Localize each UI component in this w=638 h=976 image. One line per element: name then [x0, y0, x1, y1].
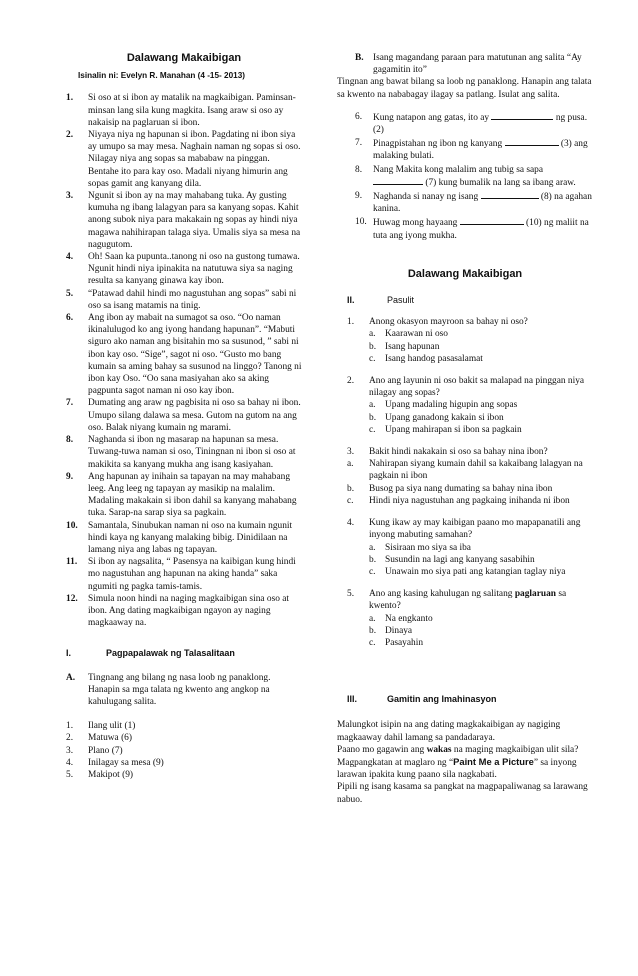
paragraph-text: Dumating ang araw ng pagbisita ni oso sa bahay ni ibon. Umupo silang dalawa sa mesa. Gutom na gutom na ang oso. Balak niyang kumain ng marami. [88, 398, 301, 433]
part-b-instructions: Tingnan ang bawat bilang sa loob ng panaklong. Hanapin ang talata sa kwento na nababagay ilagay sa patlang. Isulat ang salita. [337, 77, 592, 100]
quiz-questions [337, 316, 593, 436]
question-body: Anong okasyon mayroon sa bahay ni oso? [369, 317, 528, 328]
fill-in-sentence [337, 164, 593, 189]
option-text: Upang madaling higupin ang sopas [385, 400, 518, 411]
part-b-heading: B. Isang magandang paraan para matutunan ang salita “Ay gagamitin ito” [355, 53, 582, 76]
answer-option [347, 341, 593, 353]
quiz-question-3: 3. Bakit hindi nakakain si oso sa bahay nina ibon? a. Nahirapan siyang kumain dahil sa kakaibang lalagyan na pagkain ni ibon b. Busog pa siya nang dumating sa bahay nina ibon c. Hindi niya nagustuhan ang pagkaing inihanda ni ibon [337, 446, 593, 507]
item-text: Matuwa (6) [88, 733, 132, 744]
sentence-text: Pinagpistahan ng ibon ng kanyang (3) ang malaking bulati. [373, 139, 588, 162]
option-text: Upang ganadong kakain si ibon [385, 412, 504, 423]
paragraph-text: Ngunit si ibon ay na may mahabang tuka. Ay gusting kumuha ng ibang lalagyan para sa kanyang sopas. Kahit anong subok niya para makakain ng sopas ay hindi niya magawa nahihirapan talaga siya. Umalis siya sa mesa na nagugutom. [88, 191, 301, 250]
answer-option [347, 483, 593, 495]
answer-option [347, 542, 593, 554]
paragraph-number: 8. [66, 435, 74, 446]
question-text [347, 316, 593, 328]
option-text: Hindi niya nagustuhan ang pagkaing inihanda ni ibon [369, 495, 570, 506]
question-number: 2. [347, 376, 355, 387]
sentence-number: 7. [355, 138, 363, 149]
story-paragraph [66, 288, 302, 312]
part-a-instructions: A. Tingnang ang bilang ng nasa loob ng panaklong. Hanapin sa mga talata ng kwento ang angkop na kahulugang salita. [66, 672, 271, 707]
vocabulary-item [66, 769, 302, 781]
sentence-text: Naghanda si nanay ng isang (8) na agahan kanina. [373, 192, 592, 215]
vocabulary-list [66, 720, 302, 781]
paragraph-text: “Patawad dahil hindi mo nagustuhan ang sopas” sabi ni oso sa isang matamis na tinig. [88, 288, 297, 311]
quiz-question [347, 375, 593, 436]
story-paragraph [66, 434, 302, 471]
left-column [66, 52, 302, 781]
option-letter: c. [347, 495, 354, 506]
story-paragraph [66, 190, 302, 251]
option-letter: a. [369, 613, 376, 624]
option-text: Unawain mo siya pati ang katangian taglay niya [385, 566, 566, 577]
answer-option [347, 566, 593, 578]
paragraph-number: 3. [66, 191, 74, 202]
imagination-activity: Malungkot isipin na ang dating magkakaibigan ay nagiging magkaaway dahil lamang sa pandadaraya. Paano mo gagawin ang wakas na maging magkaibigan ulit sila? Magpangkatan at maglaro ng “Paint Me a Picture” sa inyong larawan ipakita kung paano sila nagkabati. Pipili ng isang kasama sa pangkat na magpapaliwanag sa larawang nabuo. [337, 720, 588, 805]
answer-option [347, 353, 593, 365]
option-letter: a. [369, 400, 376, 411]
answer-option [347, 637, 593, 649]
story-paragraph [66, 593, 302, 630]
answer-option [347, 613, 593, 625]
story-paragraph [66, 129, 302, 190]
paragraph-text: Simula noon hindi na naging magkaibigan sina oso at ibon. Ang dating magkaibigan ngayon ay naging magkaaway na. [88, 593, 290, 629]
answer-option [347, 424, 593, 436]
item-number: 2. [66, 733, 74, 744]
option-text: Kaarawan ni oso [385, 329, 448, 340]
question-number: 1. [347, 317, 355, 328]
quiz-question [347, 316, 593, 365]
option-letter: c. [369, 424, 376, 435]
option-text: Isang hapunan [385, 341, 440, 352]
item-number: 1. [66, 721, 74, 732]
paragraph-number: 12. [66, 593, 78, 604]
answer-option [347, 554, 593, 566]
paragraph-number: 6. [66, 313, 74, 324]
option-letter: c. [369, 353, 376, 364]
answer-option [347, 495, 593, 507]
story-paragraph [66, 251, 302, 288]
answer-blank[interactable] [491, 111, 553, 120]
item-number: 4. [66, 757, 74, 768]
paragraph-text: Si ibon ay nagsalita, “ Pasensya na kaibigan kung hindi mo nagustuhan ang hapunan na aking handa” saka ngumiti ng pagka tamis-tamis. [88, 557, 296, 592]
fill-in-sentence [337, 216, 593, 241]
item-text: Ilang ulit (1) [88, 721, 136, 732]
paragraph-text: Niyaya niya ng hapunan si ibon. Pagdating ni ibon siya ay umupo sa may mesa. Naghain naman ng sopas si oso. Nilagay niya ang sopas sa mababaw na pinggan. Bentahe ito para kay oso. Madali niyang himurin ang sopas gamit ang kanyang dila. [88, 130, 301, 189]
paragraph-number: 1. [66, 93, 74, 104]
right-column [337, 52, 593, 806]
paragraph-text: Naghanda si ibon ng masarap na hapunan sa mesa. Tuwang-tuwa naman si oso, Tiningnan ni ibon si oso at makikita sa kanyang mukha ang isang kasiyahan. [88, 435, 296, 470]
section-quiz-heading: II. Pasulit [347, 295, 415, 306]
story-paragraph [66, 397, 302, 434]
vocabulary-item [66, 745, 302, 757]
paragraph-number: 2. [66, 130, 74, 141]
paragraph-number: 5. [66, 288, 74, 299]
answer-option [347, 458, 593, 482]
quiz-question-4: 4. Kung ikaw ay may kaibigan paano mo mapapanatili ang inyong mabuting samahan? a. Sisiraan mo siya sa iba b. Susundin na lagi ang kanyang sasabihin c. Unawain mo siya pati ang katangian taglay niya [337, 517, 593, 578]
option-text: Busog pa siya nang dumating sa bahay nina ibon [369, 483, 553, 494]
story-paragraph [66, 92, 302, 129]
item-text: Inilagay sa mesa (9) [88, 757, 164, 768]
answer-option [347, 625, 593, 637]
fill-in-sentence [337, 137, 593, 162]
answer-blank[interactable] [373, 176, 423, 185]
fill-in-sentence [337, 111, 593, 136]
vocabulary-item [66, 757, 302, 769]
quiz-title: Dalawang Makaibigan [407, 267, 523, 280]
story-paragraph [66, 520, 302, 557]
section-vocabulary-heading: I. Pagpapalawak ng Talasalitaan [66, 648, 235, 659]
option-text: Susundin na lagi ang kanyang sasabihin [385, 554, 535, 565]
quiz-question-5: 5. Ano ang kasing kahulugan ng salitang paglaruan sa kwento? a. Na engkanto b. Dinaya c. Pasayahin [337, 588, 593, 649]
option-letter: c. [369, 637, 376, 648]
paragraph-number: 10. [66, 520, 78, 531]
option-text: Nahirapan siyang kumain dahil sa kakaibang lalagyan na pagkain ni ibon [369, 459, 583, 482]
option-letter: b. [369, 625, 377, 636]
option-text: Pasayahin [385, 637, 424, 648]
fill-in-sentences [337, 111, 593, 242]
paragraph-number: 7. [66, 398, 74, 409]
vocabulary-item [66, 732, 302, 744]
section-imagination-heading: III. Gamitin ang Imahinasyon [347, 694, 497, 705]
sentence-number: 6. [355, 111, 363, 122]
paragraph-text: Ang hapunan ay inihain sa tapayan na may mahabang leeg. Ang leeg ng tapayan ay masikip na malalim. Madaling makakain si ibon dahil sa kanyang mahabang tuka. Sarap-na sarap siya sa pagkain. [88, 471, 297, 519]
answer-blank[interactable] [505, 137, 559, 146]
answer-option [347, 399, 593, 411]
story-paragraph [66, 556, 302, 593]
item-text: Makipot (9) [88, 769, 134, 780]
option-letter: b. [369, 341, 377, 352]
story-paragraph [66, 471, 302, 520]
option-text: Na engkanto [385, 613, 433, 624]
paragraph-number: 4. [66, 252, 74, 263]
sentence-number: 8. [355, 164, 363, 175]
paragraph-text: Si oso at si ibon ay matalik na magkaibigan. Paminsan- minsan lang sila kung magkita. Isang araw si oso ay nakaisip na paglaruan si ibon. [88, 93, 296, 128]
paragraph-text: Oh! Saan ka pupunta..tanong ni oso na gustong tumawa. Ngunit hindi niya ipinakita na natutuwa siya sa naging resulta sa kanyang ginawa kay ibon. [88, 252, 300, 287]
paragraph-text: Samantala, Sinubukan naman ni oso na kumain ngunit hindi kaya ng kanyang malaking bibig. Dinidilaan na lamang niya ang labas ng tapayan. [88, 520, 293, 555]
translator-credit: Isinalin ni: Evelyn R. Manahan (4 -15- 2013) [78, 71, 245, 81]
fill-in-sentence [337, 190, 593, 215]
story-paragraphs [66, 92, 302, 629]
answer-blank[interactable] [481, 190, 539, 199]
option-letter: b. [347, 483, 355, 494]
option-letter: a. [347, 459, 354, 470]
item-number: 5. [66, 769, 74, 780]
option-letter: a. [369, 329, 376, 340]
item-text: Plano (7) [88, 745, 123, 756]
sentence-number: 9. [355, 191, 363, 202]
option-letter: a. [369, 542, 376, 553]
answer-option [347, 328, 593, 340]
sentence-text: Nang Makita kong malalim ang tubig sa sapa (7) kung bumalik na lang sa ibang araw. [373, 164, 576, 188]
option-text: Sisiraan mo siya sa iba [385, 542, 471, 553]
answer-option [347, 412, 593, 424]
story-title: Dalawang Makaibigan [126, 52, 242, 64]
option-text: Dinaya [385, 625, 413, 636]
vocabulary-item [66, 720, 302, 732]
paragraph-number: 9. [66, 471, 74, 482]
paragraph-text: Ang ibon ay mabait na sumagot sa oso. “Oo naman ikinalulugod ko ang iyong handang hapunan”. “Mabuti siguro ako naman ang bisitahin mo sa susunod, ” sabi ni ibon kay oso. “Sige”, sagot ni oso. “Gusto mo bang kumain sa aming bahay sa susunod na linggo? Tanong ni ibon kay Oso. “Oo sana masiyahan ako sa aking pagpunta sagot naman ni oso kay ibon. [88, 313, 302, 397]
option-letter: b. [369, 554, 377, 565]
sentence-number: 10. [355, 217, 367, 228]
item-number: 3. [66, 745, 74, 756]
sentence-text: Kung natapon ang gatas, ito ay ng pusa. (2) [373, 112, 588, 136]
story-paragraph [66, 312, 302, 397]
option-letter: c. [369, 566, 376, 577]
answer-blank[interactable] [460, 216, 524, 225]
option-letter: b. [369, 412, 377, 423]
question-text [347, 375, 593, 399]
sentence-text: Huwag mong hayaang (10) ng maliit na tuta ang iyong mukha. [373, 218, 589, 241]
option-text: Upang mahirapan si ibon sa pagkain [385, 424, 522, 435]
paragraph-number: 11. [66, 557, 78, 568]
question-body: Ano ang layunin ni oso bakit sa malapad na pinggan niya nilagay ang sopas? [369, 376, 585, 399]
option-text: Isang handog pasasalamat [385, 353, 483, 364]
